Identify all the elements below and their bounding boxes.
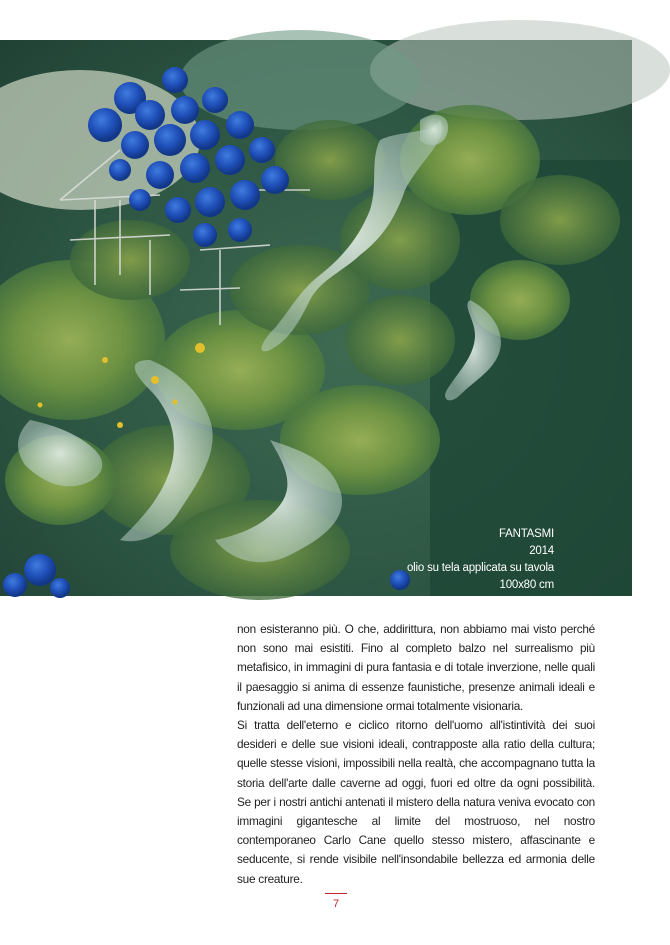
page-number: 7	[332, 898, 340, 910]
body-text	[237, 620, 595, 889]
body-paragraph-1: non esisteranno più. O che, addirittura, non abbiamo mai visto perché non sono mai esistiti. Fino al completo balzo nel surrealismo più metafisico, in immagini di pura fantasia e di totale inverzione, nelle quali il paesaggio si anima di essenze faunistiche, presenze animali ideali e funzionali ad una dimensione ormai totalmente visionaria.	[237, 622, 595, 713]
artwork-note: (Particolare)	[493, 596, 554, 608]
artwork-caption	[314, 526, 554, 611]
painting-artwork	[0, 40, 632, 596]
body-paragraph-2: Si tratta dell'eterno e ciclico ritorno dell'uomo all'istintività dei suoi desideri e delle sue visioni ideali, contrapposte alla ratio della cultura; quelle stesse visioni, impossibili nella realtà, che accompagnano tutta la storia dell'arte dalle caverne ad oggi, fuori ed oltre da ogni possibilità. Se per i nostri antichi antenati il mistero della natura veniva evocato con immagini gigantesche al limite del mostruoso, nel nostro contemporaneo Carlo Cane quello stesso mistero, affascinante e seducente, si rende visibile nell'insondabile bellezza ed armonia delle sue creature.	[237, 718, 595, 886]
artwork-year: 2014	[529, 545, 554, 557]
artwork-size: 100x80 cm	[499, 579, 554, 591]
footer-rule	[325, 893, 347, 894]
artwork-title: FANTASMI	[498, 528, 554, 540]
artwork-medium: olio su tela applicata su tavola	[406, 562, 554, 574]
painting-image	[0, 40, 632, 608]
